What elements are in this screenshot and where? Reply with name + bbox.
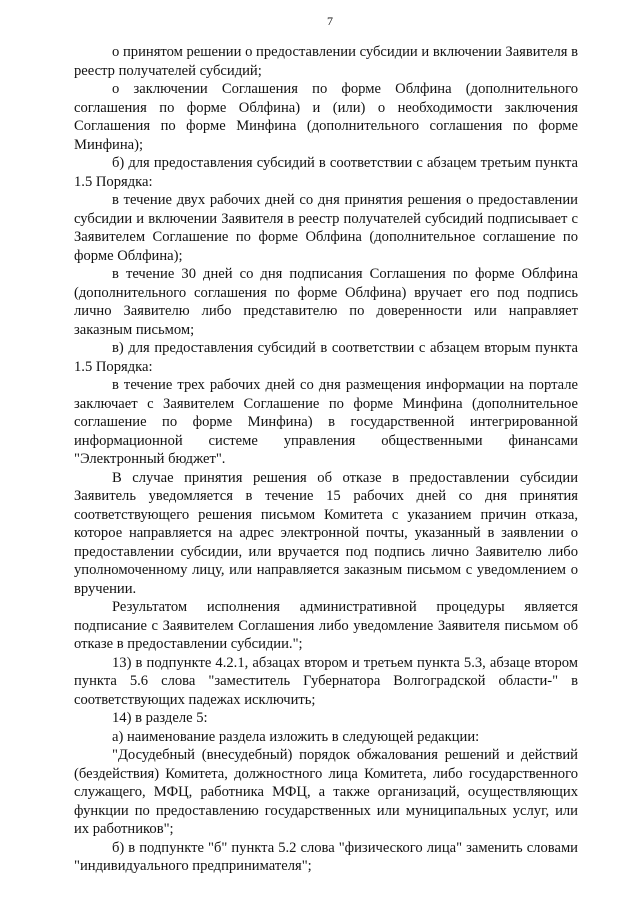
paragraph-item-b: б) для предоставления субсидий в соответствии с абзацем третьим пункта 1.5 Порядка: [74,155,578,190]
paragraph-result: Результатом исполнения административной процедуры является подписание с Заявителем Соглашения либо уведомление Заявителя письмом об отказе в предоставлении субсидии."; [74,599,578,652]
paragraph-agreement-conclusion: о заключении Соглашения по форме Облфина (дополнительного соглашения по форме Облфина) и (или) о необходимости заключения Соглашения по форме Минфина (дополнительного соглашения по форме Минфина); [74,81,578,153]
page-number: 7 [327,14,333,28]
paragraph-decision-inclusion: о принятом решении о предоставлении субсидии и включении Заявителя в реестр получателей субсидий; [74,44,578,79]
paragraph-thirty-days: в течение 30 дней со дня подписания Соглашения по форме Облфина (дополнительного соглашения по форме Облфина) вручает его под подпись лично Заявителю либо представителю по доверенности или направляет заказным письмом; [74,266,578,338]
paragraph-item-b-5-2: б) в подпункте "б" пункта 5.2 слова "физического лица" заменить словами "индивидуального предпринимателя"; [74,839,578,874]
paragraph-item-14: 14) в разделе 5: [112,710,208,726]
paragraph-item-13: 13) в подпункте 4.2.1, абзацах втором и третьем пункта 5.3, абзаце втором пункта 5.6 слова "заместитель Губернатора Волгоградской области-" в соответствующих падежах исключить; [74,654,578,708]
document-page [74,14,578,876]
paragraph-three-days: в течение трех рабочих дней со дня размещения информации на портале заключает с Заявителем Соглашение по форме Минфина (дополнительное соглашение по форме Минфина) в государственной интегрированной информационной системе управления общественными финансами "Электронный бюджет". [74,377,578,467]
paragraph-section-title: "Досудебный (внесудебный) порядок обжалования решений и действий (бездействия) Комитета, должностного лица Комитета, либо государственного служащего, МФЦ, работника МФЦ, а также организаций, осуществляющих функции по предоставлению государственных или муниципальных услуг, или их работников"; [74,747,578,837]
paragraph-item-a: а) наименование раздела изложить в следующей редакции: [112,728,480,745]
paragraph-two-days: в течение двух рабочих дней со дня принятия решения о предоставлении субсидии и включении Заявителя в реестр получателей субсидий подписывает с Заявителем Соглашение по форме Облфина (дополнительное соглашение по форме Облфина); [74,192,578,264]
paragraph-refusal: В случае принятия решения об отказе в предоставлении субсидии Заявитель уведомляется в течение 15 рабочих дней со дня принятия соответствующего решения письмом Комитета с указанием причин отказа, которое направляется на адрес электронной почты, указанный в заявлении о предоставлении субсидии, или вручается под подпись лично Заявителю либо уполномоченному лицу, или направляется заказным письмом с уведомлением о вручении. [74,469,578,597]
paragraph-item-v: в) для предоставления субсидий в соответствии с абзацем вторым пункта 1.5 Порядка: [74,340,578,375]
